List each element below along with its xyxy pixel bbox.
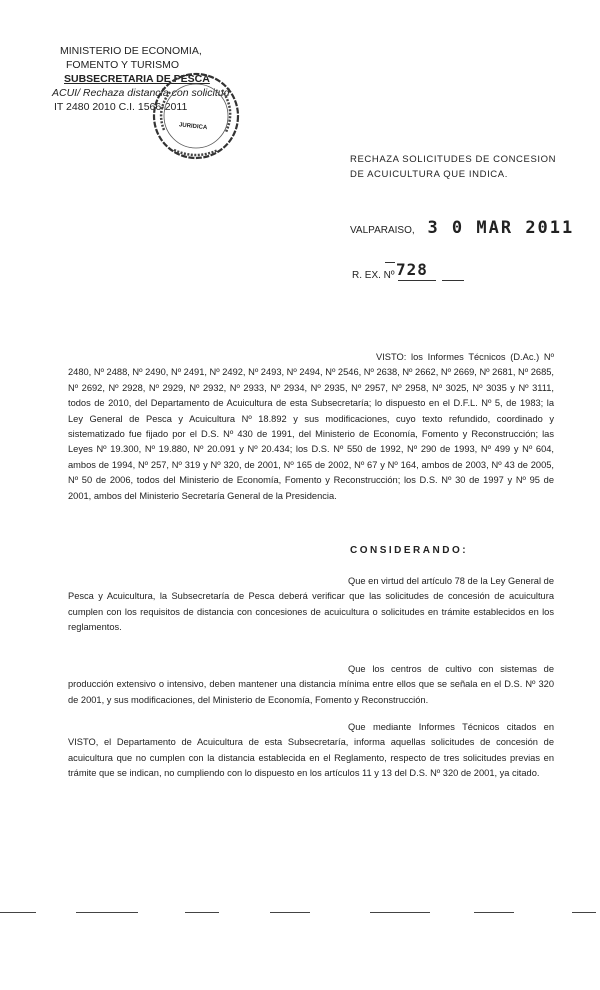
signature-line <box>572 912 596 913</box>
date-stamp: 3 0 MAR 2011 <box>427 218 575 238</box>
visto-text: VISTO: los Informes Técnicos (D.Ac.) Nº 2480, Nº 2488, Nº 2490, Nº 2491, Nº 2492, Nº 2493, Nº 2494, Nº 2546, Nº 2638, Nº 2662, Nº 2669, Nº 2681, Nº 2685, Nº 2692, Nº 2928, Nº 2929, Nº 2932, Nº 2933, Nº 2934, Nº 2935, Nº 2957, Nº 2958, Nº 3025, Nº 3035 y Nº 3111, todos de 2010, del Departamento de Acuicultura de esta Subsecretaría; lo dispuesto en el D.F.L. Nº 5, de 1983; la Ley General de Pesca y Acuicultura Nº 18.892 y sus modificaciones, cuyo texto refundido, coordinado y sistematizado fue fijado por el D.S. Nº 430 de 1991, del Ministerio de Economía, Fomento y Reconstrucción; las Leyes Nº 19.300, Nº 19.880, Nº 20.091 y Nº 20.434; los D.S. Nº 550 de 1992, Nº 290 de 1993, Nº 499 y Nº 604, ambos de 1994, Nº 257, Nº 319 y Nº 320, de 2001, Nº 165 de 2002, Nº 67 y Nº 164, ambos de 2003, Nº 43 de 2005, Nº 50 de 2006, todos del Ministerio de Economía, Fomento y Reconstrucción; los D.S. Nº 30 de 1997 y Nº 95 de 2001, ambos del Ministerio Secretaría General de la Presidencia. <box>68 352 554 501</box>
seal-inner-text: JURIDICA <box>178 122 208 132</box>
resolution-blank <box>442 280 464 281</box>
considerando-paragraph-3 <box>68 720 554 782</box>
reference-line2: IT 2480 2010 C.I. 1566-2011 <box>54 101 188 113</box>
considerando-text: Que en virtud del artículo 78 de la Ley General de Pesca y Acuicultura, la Subsecretaría de Pesca deberá verificar que las solicitudes de concesión de acuicultura cumplen con los requisitos de distancia con concesiones de acuicultura o solicitudes en trámite establecidos en los reglamentos. <box>68 576 554 633</box>
considerando-text: Que los centros de cultivo con sistemas de producción extensivo o intensivo, deben mantener una distancia mínima entre ellos que se señala en el D.S. Nº 320 de 2001, y sus modificaciones, del Ministerio de Economía, Fomento y Reconstrucción. <box>68 664 554 705</box>
subsecretaria-name: SUBSECRETARIA DE PESCA <box>64 73 210 85</box>
considerando-paragraph-1 <box>68 574 554 636</box>
signature-line <box>76 912 138 913</box>
place-date-line <box>350 218 574 238</box>
reference-line1: ACUI/ Rechaza distancia con solicitud <box>52 87 230 99</box>
official-seal-stamp <box>150 70 242 162</box>
visto-paragraph <box>68 350 554 504</box>
signature-line <box>0 912 36 913</box>
signature-line <box>370 912 430 913</box>
ministry-name-line2: FOMENTO Y TURISMO <box>66 59 179 71</box>
considerando-text: Que mediante Informes Técnicos citados en VISTO, el Departamento de Acuicultura de esta Subsecretaría, informa aquellas solicitudes de concesión de acuicultura que no cumplen con la distancia establecida en el Reglamento, respecto de tres solicitudes previas en trámite que se indican, no cumpliendo con lo dispuesto en los artículos 11 y 13 del D.S. Nº 320 de 2001, ya citado. <box>68 722 554 779</box>
document-title: RECHAZA SOLICITUDES DE CONCESION DE ACUICULTURA QUE INDICA. <box>350 154 557 180</box>
ministry-name-line1: MINISTERIO DE ECONOMIA, <box>60 45 202 57</box>
resolution-blank <box>398 280 436 281</box>
signature-line <box>270 912 310 913</box>
short-dash <box>385 262 395 263</box>
resolution-label: R. EX. Nº <box>352 270 395 281</box>
signature-line <box>474 912 514 913</box>
considerando-paragraph-2 <box>68 662 554 708</box>
signature-line <box>185 912 219 913</box>
place-label: VALPARAISO, <box>350 225 415 236</box>
resolution-number-line <box>352 260 467 281</box>
resolution-number: 728 <box>396 260 428 279</box>
considerando-heading: CONSIDERANDO: <box>350 545 469 556</box>
